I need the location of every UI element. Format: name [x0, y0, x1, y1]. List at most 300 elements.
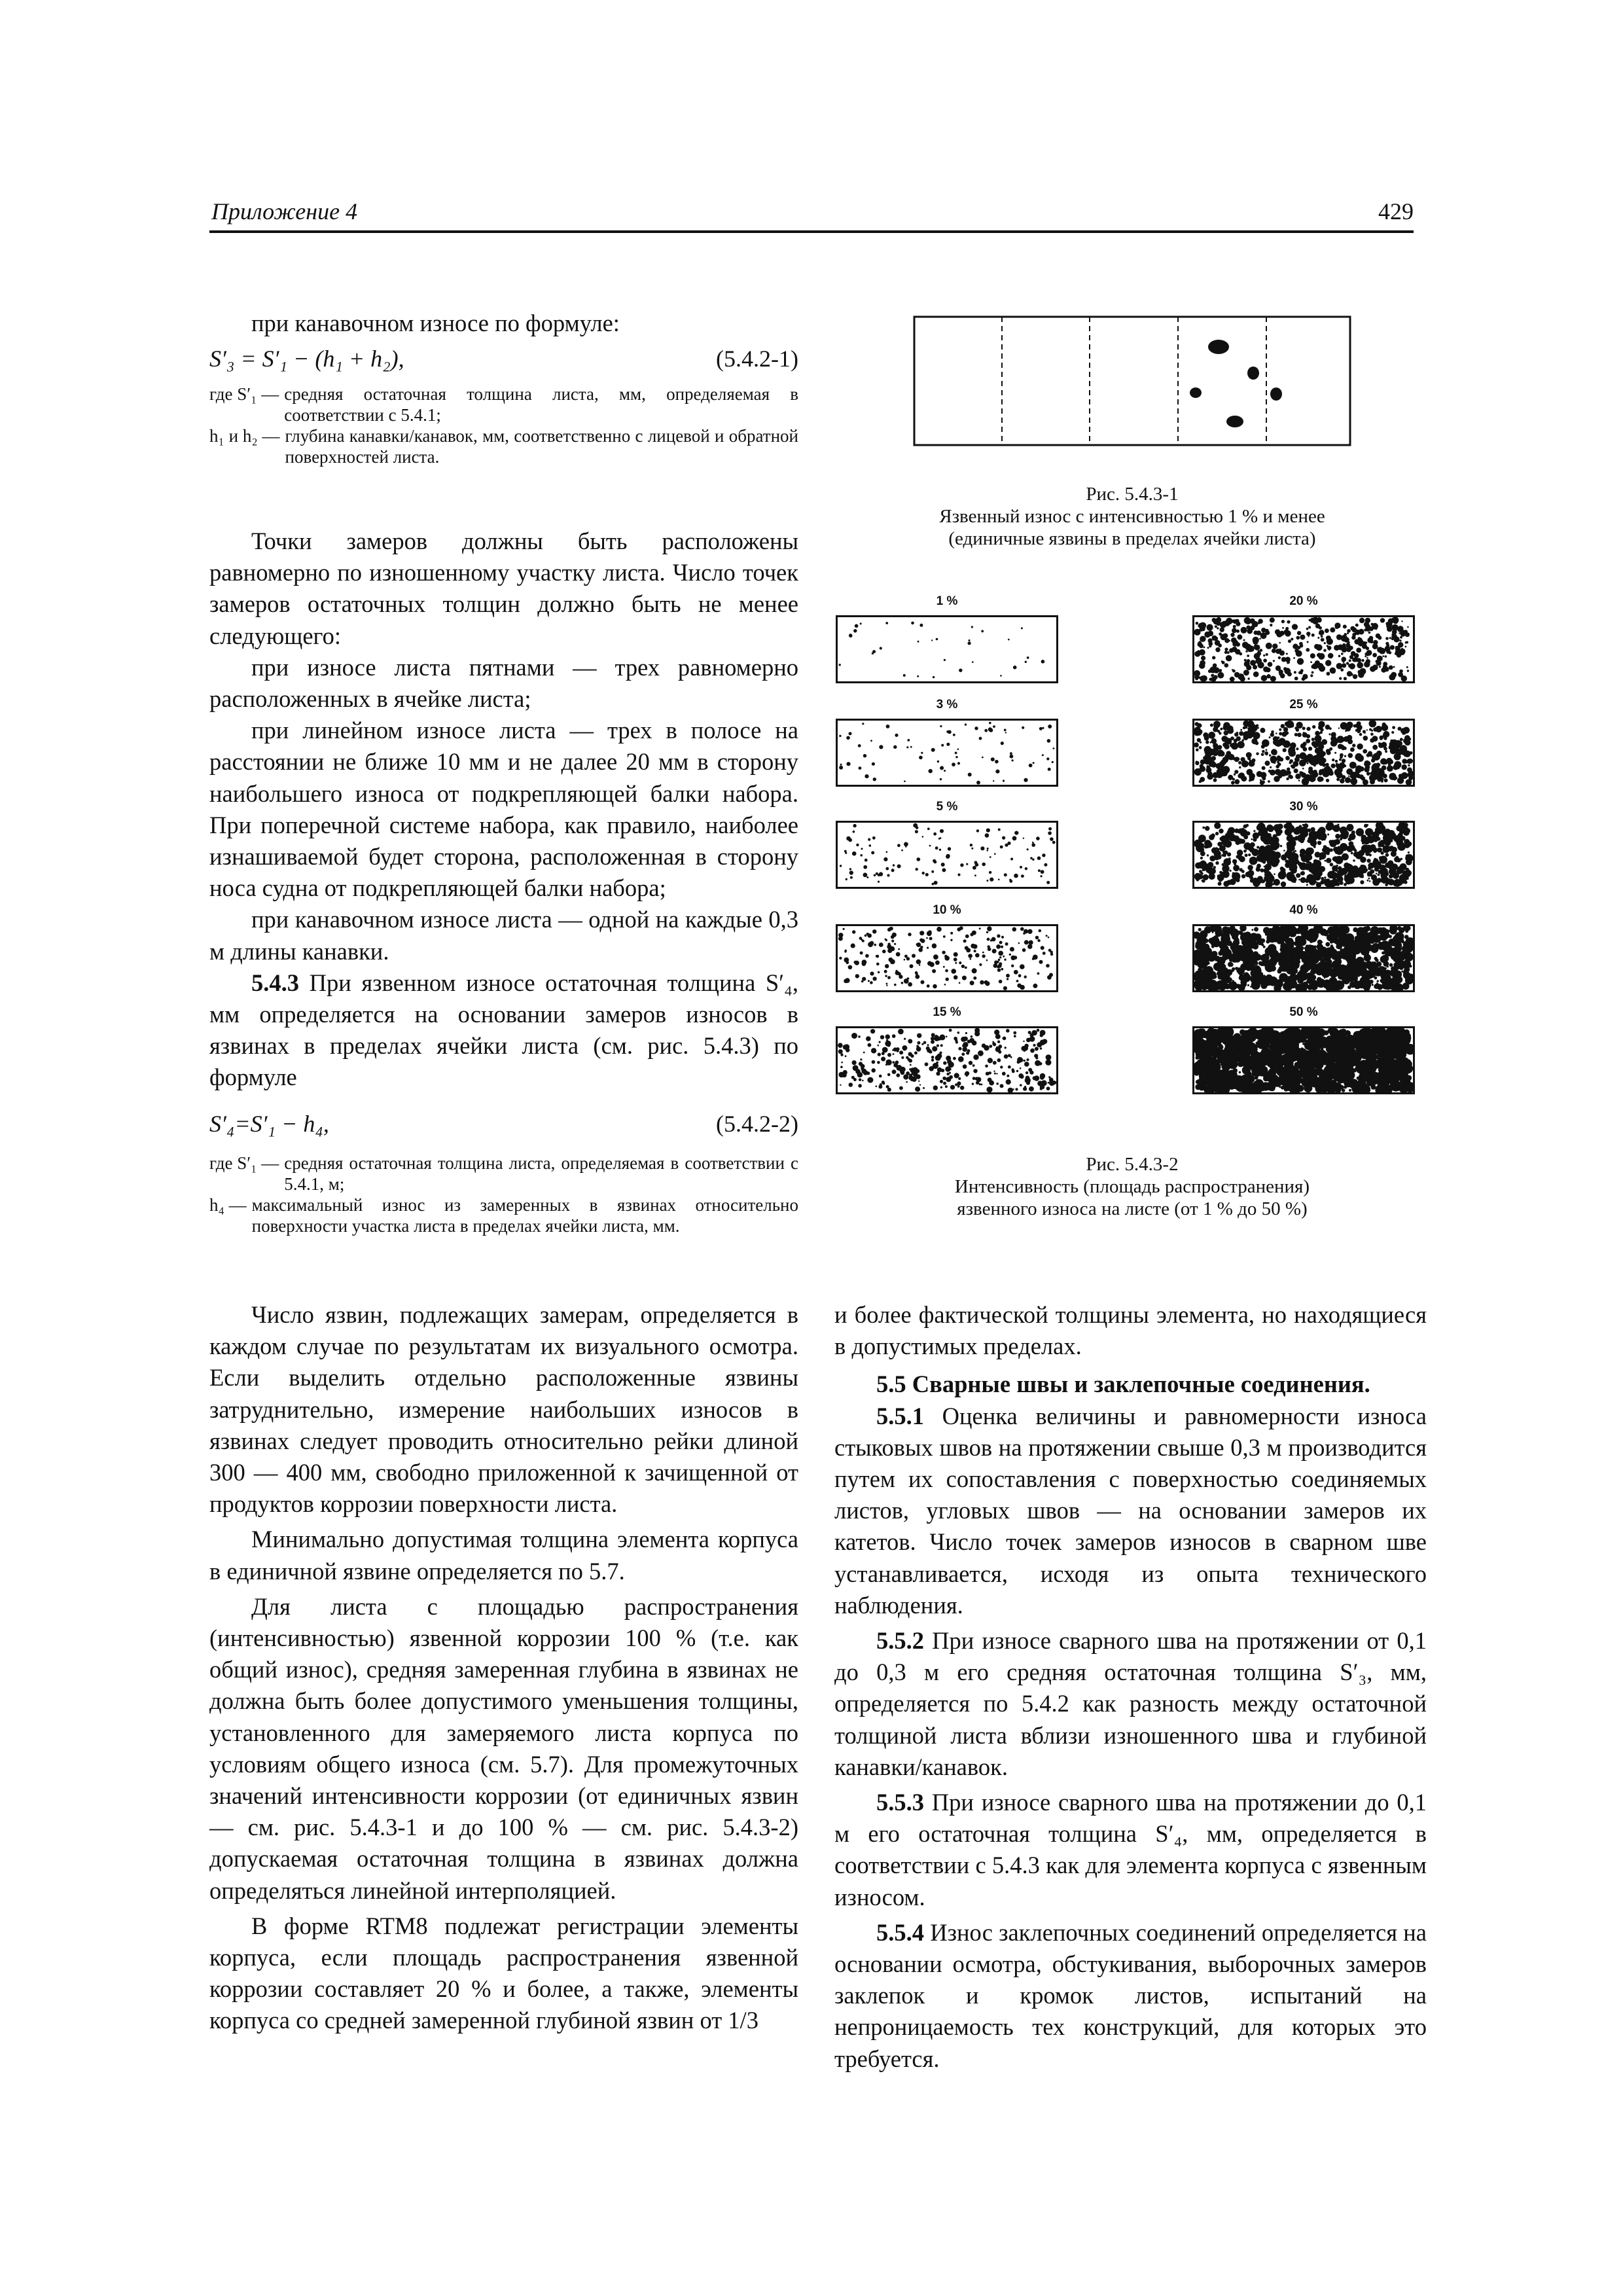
pit [1326, 768, 1332, 774]
pit [1404, 630, 1408, 634]
pit [1252, 929, 1254, 931]
pit [1302, 768, 1304, 770]
pit [998, 959, 1000, 961]
pit [955, 752, 957, 755]
pit [1212, 636, 1217, 641]
pit [1307, 762, 1309, 764]
pit [895, 1060, 899, 1064]
pit [1311, 969, 1315, 973]
pit [1306, 848, 1313, 855]
pit [949, 1067, 952, 1070]
pit [1215, 640, 1221, 646]
pit [1035, 1047, 1039, 1051]
pit [882, 1081, 885, 1084]
pit [988, 727, 992, 731]
pit [1346, 726, 1349, 730]
pit [1308, 1032, 1313, 1037]
pit [1230, 878, 1236, 885]
pit [1317, 972, 1319, 974]
pit [1254, 953, 1256, 955]
pit [1247, 865, 1253, 870]
pit [863, 754, 866, 757]
pit [1240, 925, 1247, 932]
pit [866, 1036, 871, 1041]
pit [1220, 622, 1226, 628]
pit [878, 1052, 881, 1056]
pit [1032, 859, 1034, 861]
pit [1050, 837, 1054, 841]
paragraph-text: При язвенном износе остаточная толщина S′₄, мм определяется на основании замеров износов в язвинах в пределах ячейки листа (см. рис. 5.4.3) по формуле [209, 969, 798, 1091]
pit [1289, 834, 1293, 838]
pit [986, 1072, 990, 1076]
formula-legend-2 [209, 1153, 798, 1236]
pit [1041, 946, 1044, 950]
pit [1367, 874, 1369, 876]
pit [974, 726, 978, 730]
pit [1293, 644, 1298, 649]
pit [919, 756, 923, 760]
pit [1296, 728, 1299, 732]
pit [890, 960, 895, 965]
pit [1240, 931, 1242, 933]
pit [946, 1077, 951, 1082]
pit [978, 1050, 984, 1056]
pit [1398, 626, 1404, 632]
pit [889, 927, 892, 930]
pit [1355, 765, 1362, 772]
pit [1351, 852, 1353, 855]
pit [876, 955, 878, 957]
pit [1389, 1059, 1400, 1070]
pit [844, 979, 847, 983]
pit [1382, 744, 1385, 747]
pit [840, 1085, 841, 1086]
pit [904, 978, 909, 984]
pit [940, 1044, 943, 1047]
pit [1347, 629, 1351, 633]
pit [911, 622, 914, 625]
pit [1003, 780, 1005, 781]
pit [972, 1083, 974, 1085]
panel-label: 30 % [1289, 800, 1318, 814]
pit [999, 941, 1003, 944]
pit [1395, 624, 1397, 626]
pit [1401, 620, 1402, 622]
pit [1344, 649, 1346, 652]
pit [1286, 1074, 1296, 1085]
pit [989, 871, 991, 874]
pit [1383, 655, 1385, 657]
pit [1300, 877, 1306, 883]
pit [1037, 856, 1041, 860]
pit [999, 956, 1001, 958]
pit [1384, 1076, 1387, 1079]
pit [1041, 660, 1045, 664]
pit [910, 1077, 914, 1081]
pit [936, 927, 942, 932]
pit [1289, 749, 1296, 757]
pit [1281, 1086, 1285, 1090]
pit [1279, 642, 1281, 644]
pit [1243, 850, 1247, 853]
pit [932, 969, 936, 973]
pit [1001, 742, 1004, 745]
pit [846, 878, 847, 880]
pit [1319, 630, 1324, 635]
pit [1391, 851, 1397, 857]
pit [1020, 1084, 1022, 1086]
pit [1012, 759, 1014, 761]
pit [1372, 1071, 1375, 1074]
pit [1368, 753, 1372, 757]
figure-5-4-3-2-caption [870, 1153, 1394, 1220]
pit [1357, 662, 1363, 668]
pit [1262, 750, 1264, 753]
pit [979, 963, 982, 966]
pit [1315, 852, 1321, 857]
pit [1281, 1043, 1285, 1047]
pit [969, 1061, 972, 1065]
pit [1221, 634, 1227, 640]
pit [1351, 1035, 1356, 1041]
pit [1198, 1039, 1204, 1044]
pit [1317, 829, 1322, 833]
pit [1232, 628, 1237, 634]
pit [1196, 622, 1199, 625]
pit [1315, 666, 1318, 669]
pit [1026, 1081, 1030, 1085]
pit [851, 1076, 855, 1079]
pit [1029, 1071, 1033, 1075]
pit [958, 1077, 961, 1080]
pit [1400, 738, 1403, 741]
paragraph-text: Оценка величины и равномерности износа стыковых швов на протяжении свыше 0,3 м производится путем их сопоставления с поверхностью соединяемых листов, угловых швов — на основании замеров их катетов. Число точек замеров износов в сварном шве устанавливается, исходя из опыта технического наблюдения. [834, 1402, 1427, 1619]
pit [1401, 648, 1403, 650]
pit [948, 1062, 954, 1067]
pit [840, 1053, 843, 1056]
pit [1231, 1081, 1240, 1089]
pit [1353, 859, 1355, 862]
pit [1348, 664, 1352, 668]
pit [1295, 1030, 1301, 1035]
pit [1037, 1042, 1042, 1047]
pit [997, 969, 1001, 972]
pit [915, 1086, 920, 1092]
pit [1370, 641, 1373, 643]
pit [1387, 830, 1395, 837]
pit [1378, 774, 1383, 780]
pit [1364, 932, 1367, 935]
pit [1207, 930, 1209, 933]
pit [1336, 663, 1343, 670]
pit [1243, 941, 1251, 950]
pit [940, 1080, 943, 1083]
pit [849, 868, 851, 870]
pit [1327, 834, 1329, 836]
pit [851, 943, 855, 948]
pit [879, 745, 883, 749]
pit [1378, 970, 1382, 973]
pit [1195, 943, 1202, 950]
pit [1199, 870, 1202, 873]
pit [998, 879, 1000, 881]
pit [1391, 637, 1394, 640]
pit [1344, 942, 1346, 944]
pit [1301, 1047, 1304, 1050]
pit [1272, 978, 1277, 984]
pit [1302, 1043, 1305, 1045]
pit [1406, 1075, 1412, 1081]
pit [1253, 663, 1255, 665]
pit [881, 1057, 885, 1062]
legend-term: h₁ и h₂ — [209, 426, 280, 446]
legend-row [209, 1153, 798, 1194]
pit [1363, 749, 1367, 754]
pit [1024, 1062, 1029, 1067]
pit [961, 965, 965, 968]
pit [1278, 656, 1281, 659]
corrosion-panel [1192, 719, 1415, 787]
pit [1344, 755, 1346, 757]
pit [1214, 1069, 1217, 1073]
pit [1325, 942, 1330, 946]
pit [1370, 869, 1374, 874]
pit [1261, 944, 1264, 946]
pit [1037, 973, 1040, 975]
pit [902, 1045, 907, 1050]
pit [1282, 732, 1287, 737]
pit [1234, 732, 1238, 736]
pit [1404, 842, 1410, 848]
pit [1363, 780, 1368, 785]
pit [915, 971, 918, 974]
panel-label: 5 % [936, 800, 958, 814]
pit [1399, 1052, 1404, 1057]
pit [1374, 1040, 1379, 1045]
pit [968, 773, 972, 777]
pit [1342, 657, 1347, 662]
formula-expression: S′₃ = S′₁ − (h₁ + h₂), [209, 346, 404, 372]
pit [1402, 759, 1407, 764]
pit [1344, 969, 1348, 973]
pit [1220, 628, 1224, 632]
numbered-paragraph [834, 1401, 1427, 1621]
body-paragraph: В форме RTM8 подлежат регистрации элементы корпуса, если площадь распространения язвенной коррозии составляет 20 % и более, а также, элементы корпуса со средней замеренной глубиной язвин от 1/3 [209, 1912, 798, 2034]
pit [1405, 937, 1415, 947]
pit [1372, 653, 1377, 658]
pit [1230, 651, 1232, 653]
pit [1195, 722, 1199, 726]
pit [1343, 830, 1346, 833]
pit [931, 870, 934, 873]
pit [1364, 962, 1370, 967]
pit [1048, 725, 1052, 728]
pit [1379, 666, 1381, 668]
pit [1223, 881, 1229, 887]
panel-label: 3 % [936, 698, 958, 711]
pit [1039, 929, 1042, 933]
pit [1033, 984, 1037, 988]
pit [1366, 657, 1368, 659]
pit [1230, 870, 1232, 872]
pit [1359, 733, 1363, 736]
pit [1046, 964, 1050, 968]
pit [1331, 1034, 1338, 1041]
pit [1228, 775, 1233, 780]
pit [1236, 840, 1240, 845]
pit [995, 770, 999, 774]
pit [1233, 625, 1236, 628]
pit [1226, 416, 1243, 427]
pit [982, 757, 984, 759]
pit [943, 1082, 946, 1085]
pit [1288, 940, 1294, 946]
pit [849, 634, 852, 637]
pit [955, 962, 957, 964]
pit [1323, 953, 1331, 961]
formula-number: (5.4.2-1) [716, 346, 798, 372]
pit [1332, 857, 1336, 861]
pit [1385, 637, 1389, 640]
pit [922, 872, 925, 874]
pit [960, 1086, 964, 1090]
pit [1404, 1064, 1407, 1067]
pit [963, 939, 967, 942]
pit [1357, 971, 1362, 976]
pit [1000, 1084, 1004, 1088]
pit [893, 745, 897, 749]
pit [1338, 655, 1341, 658]
pit [1268, 662, 1273, 667]
corrosion-panel [836, 1026, 1058, 1094]
pit [1306, 734, 1310, 738]
pit [1380, 941, 1390, 950]
pit [1368, 863, 1374, 869]
pit [1351, 948, 1352, 949]
pit [1323, 649, 1327, 653]
pit [872, 1060, 876, 1064]
pit [1006, 1079, 1011, 1085]
pit [1018, 1073, 1023, 1078]
pit [1330, 944, 1333, 947]
pit [1358, 670, 1362, 674]
pit [1250, 1085, 1259, 1094]
pit [1389, 637, 1391, 639]
pit [989, 1045, 992, 1048]
pit [1240, 979, 1247, 986]
pit [1294, 649, 1299, 653]
pit [963, 1064, 967, 1069]
pit [879, 1041, 881, 1043]
paragraph-5-4-3 [209, 967, 798, 1094]
pit [1206, 767, 1212, 773]
pit [1199, 746, 1202, 749]
pit [1309, 878, 1316, 885]
pit [940, 1086, 942, 1088]
pit [1301, 982, 1304, 986]
pit [908, 1039, 912, 1043]
pit [882, 1052, 885, 1055]
pit [1205, 740, 1209, 744]
pit [1401, 772, 1408, 779]
pit [892, 1061, 895, 1064]
pit [1264, 868, 1270, 874]
pit [1289, 775, 1293, 779]
pit [1033, 762, 1035, 764]
pit [1211, 945, 1215, 948]
pit [1326, 779, 1329, 782]
pit [1383, 932, 1390, 939]
pit [1213, 935, 1219, 941]
pit [1347, 1030, 1349, 1032]
pit [1307, 973, 1310, 976]
pit [1246, 626, 1250, 630]
pit [1249, 873, 1253, 876]
pit [927, 931, 932, 936]
pit [1008, 1066, 1011, 1069]
pit [1029, 764, 1033, 768]
pit [1319, 857, 1322, 860]
pit [1335, 847, 1337, 849]
pit [1364, 622, 1369, 627]
pit [1394, 761, 1401, 768]
pit [1253, 838, 1257, 842]
pit [1306, 739, 1310, 744]
pit [1224, 663, 1229, 668]
pit [1258, 971, 1262, 975]
pit [1239, 1071, 1241, 1074]
pit [1385, 878, 1387, 880]
pit [842, 1073, 847, 1078]
pit [942, 951, 945, 954]
pit [1015, 1088, 1018, 1090]
pit [896, 1073, 900, 1077]
pit [867, 1077, 873, 1083]
pit [1334, 768, 1342, 776]
pit [1012, 836, 1017, 840]
pit [1268, 780, 1270, 783]
pit [1014, 874, 1018, 878]
pit [1048, 1076, 1050, 1078]
pit [938, 838, 940, 840]
pit [931, 748, 935, 752]
pit [1007, 1075, 1009, 1077]
pit [1251, 969, 1258, 977]
pit [1254, 728, 1255, 729]
pit [1332, 1053, 1335, 1056]
pit [1405, 641, 1408, 644]
pit [1351, 831, 1355, 834]
pit [1357, 639, 1364, 645]
pit [1217, 627, 1219, 629]
pit [1012, 1088, 1014, 1090]
pit [1272, 643, 1277, 649]
pit [968, 641, 971, 645]
pit [1354, 849, 1357, 852]
pit [914, 1051, 918, 1054]
pit [966, 1075, 968, 1077]
pit [1008, 639, 1010, 641]
pit [1208, 340, 1229, 354]
pit [1254, 936, 1256, 938]
pit [1316, 1086, 1321, 1091]
pit [1245, 1076, 1247, 1078]
pit [1241, 739, 1244, 742]
pit [1335, 968, 1344, 977]
pit [1314, 927, 1316, 929]
pit [1027, 944, 1032, 949]
pit [1287, 672, 1292, 677]
